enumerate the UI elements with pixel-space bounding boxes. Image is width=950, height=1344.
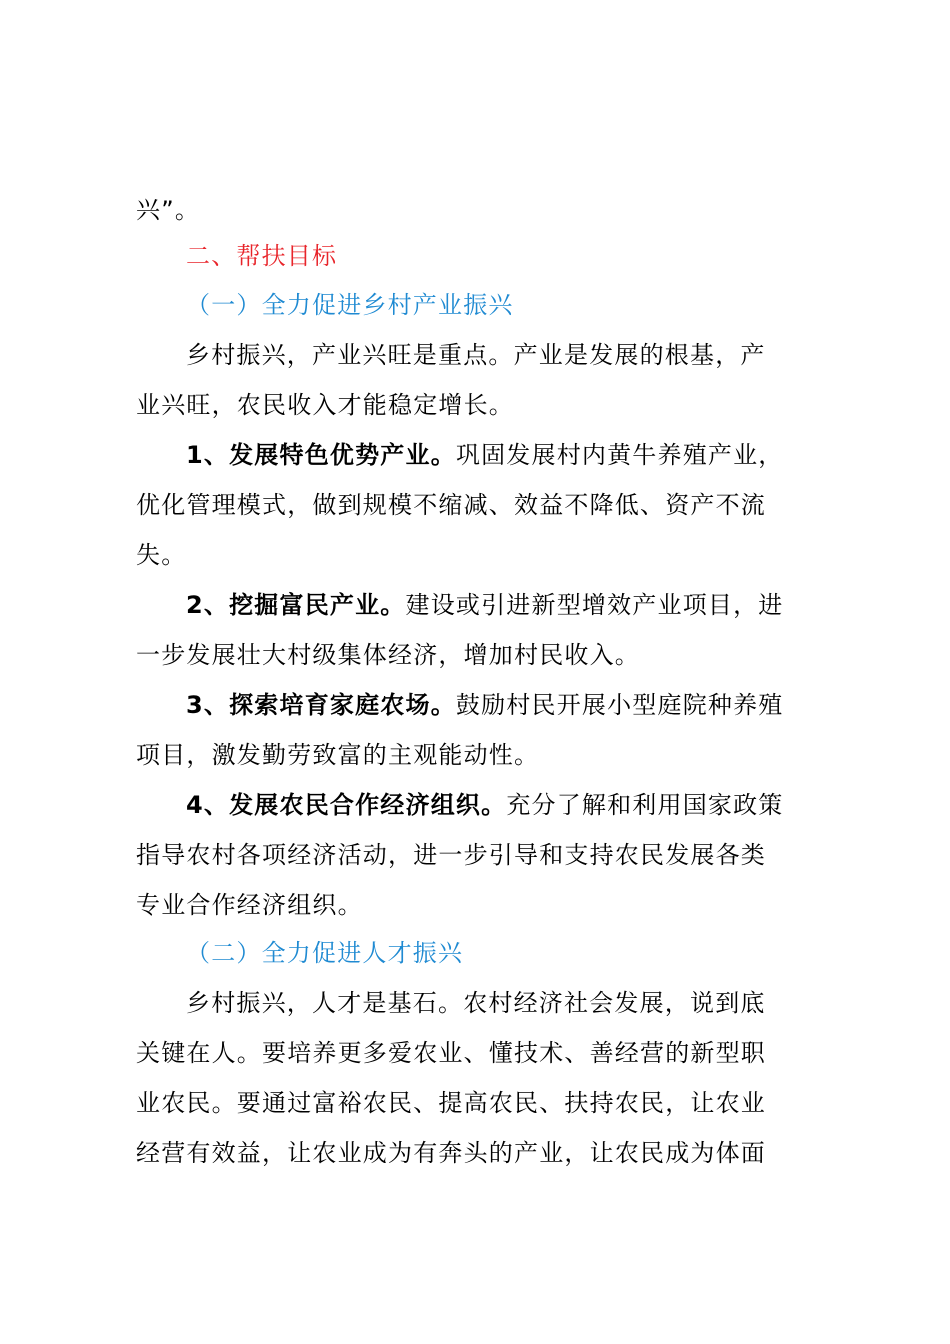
item2-line2: 一步发展壮大村级集体经济，增加村民收入。: [136, 641, 640, 669]
sub2-line2: 关键在人。要培养更多爱农业、懂技术、善经营的新型职: [136, 1039, 766, 1067]
item1-line1: [186, 439, 784, 471]
sub2-line1: 乡村振兴，人才是基石。农村经济社会发展，说到底: [186, 989, 766, 1017]
section-title: 二、帮扶目标: [186, 242, 338, 270]
top-fragment: 兴”。: [136, 196, 201, 224]
item4-line1: [186, 789, 784, 821]
item3-title: 3、探索培育家庭农场。: [186, 691, 456, 719]
item1-text: 巩固发展村内黄牛养殖产业，: [455, 441, 784, 469]
item4-line2: 指导农村各项经济活动，进一步引导和支持农民发展各类: [136, 841, 766, 869]
item1-line3: 失。: [136, 541, 187, 569]
item1-title: 1、发展特色优势产业。: [186, 441, 456, 469]
item2-text: 建设或引进新型增效产业项目，进: [405, 591, 784, 619]
sub2-line3: 业农民。要通过富裕农民、提高农民、扶持农民，让农业: [136, 1089, 766, 1117]
item4-title: 4、发展农民合作经济组织。: [186, 791, 507, 819]
item3-text: 鼓励村民开展小型庭院种养殖: [455, 691, 784, 719]
sub2-title: （二）全力促进人才振兴: [186, 939, 464, 967]
sub1-intro-line1: 乡村振兴，产业兴旺是重点。产业是发展的根基，产: [186, 341, 766, 369]
item3-line2: 项目，激发勤劳致富的主观能动性。: [136, 741, 540, 769]
item4-line3: 专业合作经济组织。: [136, 891, 363, 919]
sub1-title: （一）全力促进乡村产业振兴: [186, 291, 514, 319]
sub2-line4: 经营有效益，让农业成为有奔头的产业，让农民成为体面: [136, 1139, 766, 1167]
item2-title: 2、挖掘富民产业。: [186, 591, 406, 619]
item4-text: 充分了解和利用国家政策: [506, 791, 784, 819]
item2-line1: [186, 589, 784, 621]
item1-line2: 优化管理模式，做到规模不缩减、效益不降低、资产不流: [136, 491, 766, 519]
item3-line1: [186, 689, 784, 721]
sub1-intro-line2: 业兴旺，农民收入才能稳定增长。: [136, 391, 514, 419]
